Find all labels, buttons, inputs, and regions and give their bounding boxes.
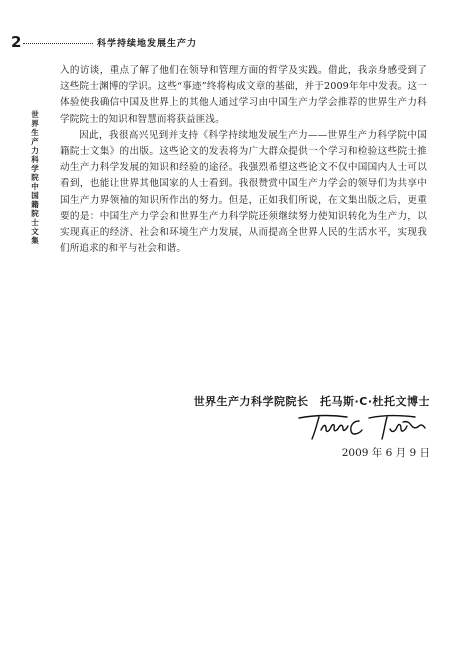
header-title: 科学持续地发展生产力 bbox=[97, 39, 198, 49]
signature-date: 2009 年 6 月 9 日 bbox=[341, 447, 430, 459]
handwritten-signature bbox=[295, 412, 430, 442]
paragraph-1: 入的访谈，重点了解了他们在领导和管理方面的哲学及实践。借此，我亲身感受到了这些院士渊博的学识。这些“事迹”终将构成文章的基础，并于2009年年中发表。这一体验使我确信中国及世界上的其他人通过学习由中国生产力学会推荐的世界生产力科学院院士的知识和智慧而将获益匪浅。 bbox=[60, 65, 427, 125]
page-number: 2 bbox=[11, 33, 22, 51]
running-header bbox=[11, 33, 251, 52]
paragraph-2: 因此，我很高兴见到并支持《科学持续地发展生产力——世界生产力科学院中国籍院士文集》的出版。这些论文的发表将为广大群众提供一个学习和检验这些院士推动生产力科学发展的知识和经验的途径。我强烈希望这些论文不仅中国国内人士可以看到，也能让世界其他国家的人士看到。我很赞赏中国生产力学会的领导们为共享中国生产力界领袖的知识所作出的努力。但是，正如我们所说，在文集出版之后，更重要的是：中国生产力学会和世界生产力科学院还须继续努力使知识转化为生产力，以实现真正的经济、社会和环境生产力发展，从而提高全世界人民的生活水平，实现我们所追求的和平与社会和谐。 bbox=[60, 129, 427, 255]
body-text bbox=[60, 63, 427, 257]
signature-title: 世界生产力科学院院长 托马斯·C·杜托文博士 bbox=[193, 395, 430, 408]
header-dotted-leader bbox=[23, 43, 93, 44]
vertical-side-label: 世界生产力科学院中国籍院士文集 bbox=[31, 110, 39, 245]
